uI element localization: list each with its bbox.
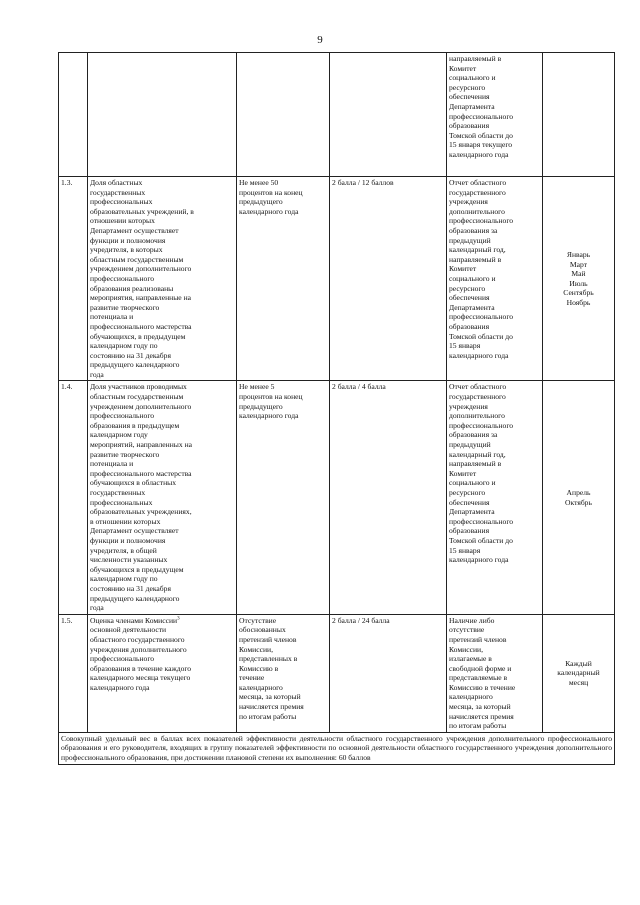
text-line: календарного	[239, 682, 283, 692]
text-line: представленных в	[239, 654, 298, 664]
text-line: образования	[449, 121, 490, 131]
text-line: Ноябрь	[566, 297, 591, 307]
text-line: численности указанных	[90, 555, 168, 565]
text-line: профессионального	[449, 312, 514, 322]
text-line: профессионального мастерства	[90, 321, 192, 331]
text-line: учредителя, в которых	[90, 245, 163, 255]
text-line: отношении которых	[90, 216, 155, 226]
row-number: 1.3.	[59, 177, 88, 381]
cell-score	[330, 53, 447, 177]
text-line: календарном году по	[90, 574, 158, 584]
text-line: по итогам работы	[449, 721, 507, 731]
text-line: состоянию на 31 декабря	[90, 350, 171, 360]
text-line: года	[90, 603, 104, 613]
text-line: Наличие либо	[449, 615, 495, 625]
text-line: учреждением дополнительного	[90, 264, 192, 274]
text-line: календарного года	[449, 555, 509, 565]
text-line: областного государственного	[90, 634, 185, 644]
text-line: претензий членов	[239, 634, 297, 644]
text-line: предыдущего календарного	[90, 360, 180, 370]
text-line: Не менее 50	[239, 178, 279, 187]
text-line: учреждения	[449, 401, 488, 411]
text-line: профессиональных	[90, 497, 153, 507]
text-line: образования в течение каждого	[90, 663, 192, 673]
continuation-row	[59, 53, 615, 177]
indicator-text	[90, 616, 234, 693]
text-line: развитие творческого	[90, 302, 160, 312]
text-line: Комитет	[449, 63, 477, 73]
text-line: календарного года	[449, 149, 509, 159]
text-line: Апрель	[566, 488, 591, 497]
text-line: излагаемые в	[449, 654, 492, 664]
text-line: Январь	[566, 249, 591, 259]
text-line: календарного года	[449, 350, 509, 360]
period-text	[545, 488, 612, 507]
text-line: календарного	[449, 692, 493, 702]
row-number: 1.4.	[59, 381, 88, 614]
text-line: отсутствие	[449, 625, 485, 635]
period-text	[545, 250, 612, 308]
text-line: Доля областных	[90, 178, 143, 187]
score-value: 2 балла / 24 балла	[330, 614, 447, 732]
page-number: 9	[317, 34, 323, 46]
text-line: профессионального	[449, 216, 514, 226]
text-line: государственного	[449, 187, 506, 197]
text-line: Комиссию в	[239, 663, 279, 673]
text-line: календарном году	[90, 430, 148, 440]
report-text	[449, 616, 540, 731]
indicator-text	[90, 178, 234, 379]
text-line: месяц	[568, 678, 589, 688]
cell-period	[543, 381, 615, 614]
text-line: течение	[239, 673, 265, 683]
text-line: Отчет областного	[449, 382, 507, 392]
text-line: месяца, за который	[239, 692, 301, 702]
text-line: обеспечения	[449, 293, 490, 303]
cell-indicator	[88, 53, 237, 177]
score-value: 2 балла / 12 баллов	[330, 177, 447, 381]
cell-report	[447, 614, 543, 732]
text-line: социального и	[449, 273, 496, 283]
footnote-marker: 3	[177, 616, 180, 622]
text-line: процентов на конец	[239, 187, 303, 197]
cell-num	[59, 53, 88, 177]
text-line: функции и полномочия	[90, 235, 166, 245]
text-line: начисляется премия	[449, 711, 514, 721]
text-line: Доля участников проводимых	[90, 382, 187, 392]
report-text	[449, 54, 540, 160]
text-line: Март	[569, 259, 588, 269]
text-line: образования в предыдущем	[90, 420, 180, 430]
text-line: образовательных учреждений, в	[90, 206, 194, 216]
text-line: процентов на конец	[239, 392, 303, 402]
text-line: Октябрь	[565, 497, 592, 507]
text-line: профессионального мастерства	[90, 468, 192, 478]
text-line: месяца, за который	[449, 702, 511, 712]
text-line: Отсутствие	[239, 615, 277, 625]
text-line: представляемые в	[449, 673, 508, 683]
text-line: профессионального	[449, 420, 514, 430]
cell-criterion	[237, 53, 330, 177]
text-line: календарного года	[239, 411, 299, 421]
cell-report	[447, 381, 543, 614]
text-line: в отношении которых	[90, 516, 161, 526]
text-line: календарного года	[239, 206, 299, 216]
text-line: образования	[449, 526, 490, 536]
cell-indicator	[88, 381, 237, 614]
text-line: ресурсного	[449, 82, 486, 92]
text-line: функции и полномочия	[90, 535, 166, 545]
text-line: предыдущего календарного	[90, 593, 180, 603]
cell-report	[447, 53, 543, 177]
table-row	[59, 177, 615, 381]
text-line: образования	[449, 321, 490, 331]
text-line: дополнительного	[449, 206, 505, 216]
text-line: областным государственным	[90, 392, 184, 402]
period-text	[545, 659, 612, 688]
text-line: Май	[571, 269, 586, 279]
cell-criterion	[237, 381, 330, 614]
text-line: календарный год,	[449, 449, 506, 459]
text-line: государственных	[90, 488, 146, 497]
cell-indicator	[88, 177, 237, 381]
text-line: Комитет	[449, 264, 477, 274]
text-line: начисляется премия	[239, 702, 304, 712]
text-line: социального и	[449, 478, 496, 488]
text-line: областным государственным	[90, 254, 184, 264]
indicators-table	[58, 52, 615, 765]
text-line: Департамент осуществляет	[90, 225, 179, 235]
report-text	[449, 178, 540, 360]
text-line: свободной форме и	[449, 663, 512, 673]
text-line: 15 января	[449, 341, 481, 351]
text-line: Комитет	[449, 468, 477, 478]
text-line: учредителя, в общей	[90, 545, 157, 555]
text-line: обеспечения	[449, 497, 490, 507]
text-line: обеспечения	[449, 92, 490, 102]
text-line: учреждения	[449, 197, 488, 207]
text-line: Департамента	[449, 101, 495, 111]
text-line: образовательных учреждениях,	[90, 507, 192, 517]
summary-text: Совокупный удельный вес в баллах всех показателей эффективности деятельности областного государственного учреждения дополнительного профессионального образования и его руководителя, входящих в группу показателей эффективности по основной деятельности областного государственного учреждения дополнительного профессионального образования, при достижении плановой степени их выполнения: 60 баллов	[59, 732, 615, 764]
text-line: Томской области до	[449, 331, 513, 341]
text-line: предыдущий	[449, 440, 491, 450]
cell-period	[543, 177, 615, 381]
text-line: предыдущего	[239, 197, 283, 207]
text-line: обоснованных	[239, 625, 286, 635]
text-line: мероприятий, направленных на	[90, 440, 193, 450]
text-line: Каждый	[565, 658, 592, 668]
text-line: состоянию на 31 декабря	[90, 583, 171, 593]
text-line: календарный год,	[449, 245, 506, 255]
criterion-text	[239, 616, 327, 722]
text-line: профессиональных	[90, 197, 153, 207]
text-line: профессионального	[90, 273, 155, 283]
text-line: направляемый в	[449, 54, 502, 63]
text-line: ресурсного	[449, 283, 486, 293]
text-line: календарного месяца текущего	[90, 673, 191, 683]
text-line: направляемый в	[449, 254, 502, 264]
text-line: Комиссии,	[449, 644, 483, 654]
score-value: 2 балла / 4 балла	[330, 381, 447, 614]
criterion-text	[239, 178, 327, 216]
text-line: ресурсного	[449, 488, 486, 497]
text-line: обучающихся, в предыдущем	[90, 331, 186, 341]
criterion-text	[239, 382, 327, 420]
cell-criterion	[237, 177, 330, 381]
text-line: года	[90, 369, 104, 379]
text-line: 15 января	[449, 545, 481, 555]
cell-report	[447, 177, 543, 381]
text-line: профессионального	[90, 411, 155, 421]
text-line: Департамента	[449, 302, 495, 312]
text-line: обучающихся в предыдущем	[90, 564, 184, 574]
text-line: учреждением дополнительного	[90, 401, 192, 411]
text-line: профессионального	[449, 111, 514, 121]
cell-criterion	[237, 614, 330, 732]
text-line: предыдущий	[449, 235, 491, 245]
text-line: календарном году по	[90, 341, 158, 351]
text-line: образования за	[449, 430, 498, 440]
cell-indicator	[88, 614, 237, 732]
text-line: по итогам работы	[239, 711, 297, 721]
text-line: развитие творческого	[90, 449, 160, 459]
text-line: социального и	[449, 73, 496, 83]
text-line: Департамент осуществляет	[90, 526, 179, 536]
text-line: государственных	[90, 187, 146, 197]
text-line: Томской области до	[449, 535, 513, 545]
text-line: направляемый в	[449, 459, 502, 469]
text-line: Томской области до	[449, 130, 513, 140]
text-line: потенциала и	[90, 459, 134, 469]
text-line: календарного года	[90, 682, 150, 692]
summary-row	[59, 732, 615, 764]
text-line: дополнительного	[449, 411, 505, 421]
text-line: Оценка членами Комиссии$^3$	[90, 615, 180, 625]
text-line: потенциала и	[90, 312, 134, 322]
text-line: государственного	[449, 392, 506, 402]
indicator-text	[90, 382, 234, 612]
cell-period	[543, 614, 615, 732]
row-number: 1.5.	[59, 614, 88, 732]
cell-period	[543, 53, 615, 177]
text-line: профессионального	[449, 516, 514, 526]
text-line: Не менее 5	[239, 382, 275, 392]
text-line: Департамента	[449, 507, 495, 517]
text-line: образования реализованы	[90, 283, 174, 293]
text-line: Комиссии,	[239, 644, 273, 654]
text-line: календарный	[557, 668, 600, 678]
table-row	[59, 381, 615, 614]
text-line: основной деятельности	[90, 625, 167, 635]
text-line: профессионального	[90, 654, 155, 664]
text-line: мероприятия, направленные на	[90, 293, 192, 303]
text-line: претензий членов	[449, 634, 507, 644]
text-line: 15 января текущего	[449, 140, 513, 150]
text-line: Отчет областного	[449, 178, 507, 187]
text-line: Комиссию в течение	[449, 682, 516, 692]
table-row	[59, 614, 615, 732]
text-line: предыдущего	[239, 401, 283, 411]
text-line: Июль	[569, 278, 588, 288]
text-line: образования за	[449, 225, 498, 235]
report-text	[449, 382, 540, 564]
text-line: Сентябрь	[563, 288, 594, 298]
text-line: обучающихся в областных	[90, 478, 177, 488]
text-line: учреждения дополнительного	[90, 644, 187, 654]
